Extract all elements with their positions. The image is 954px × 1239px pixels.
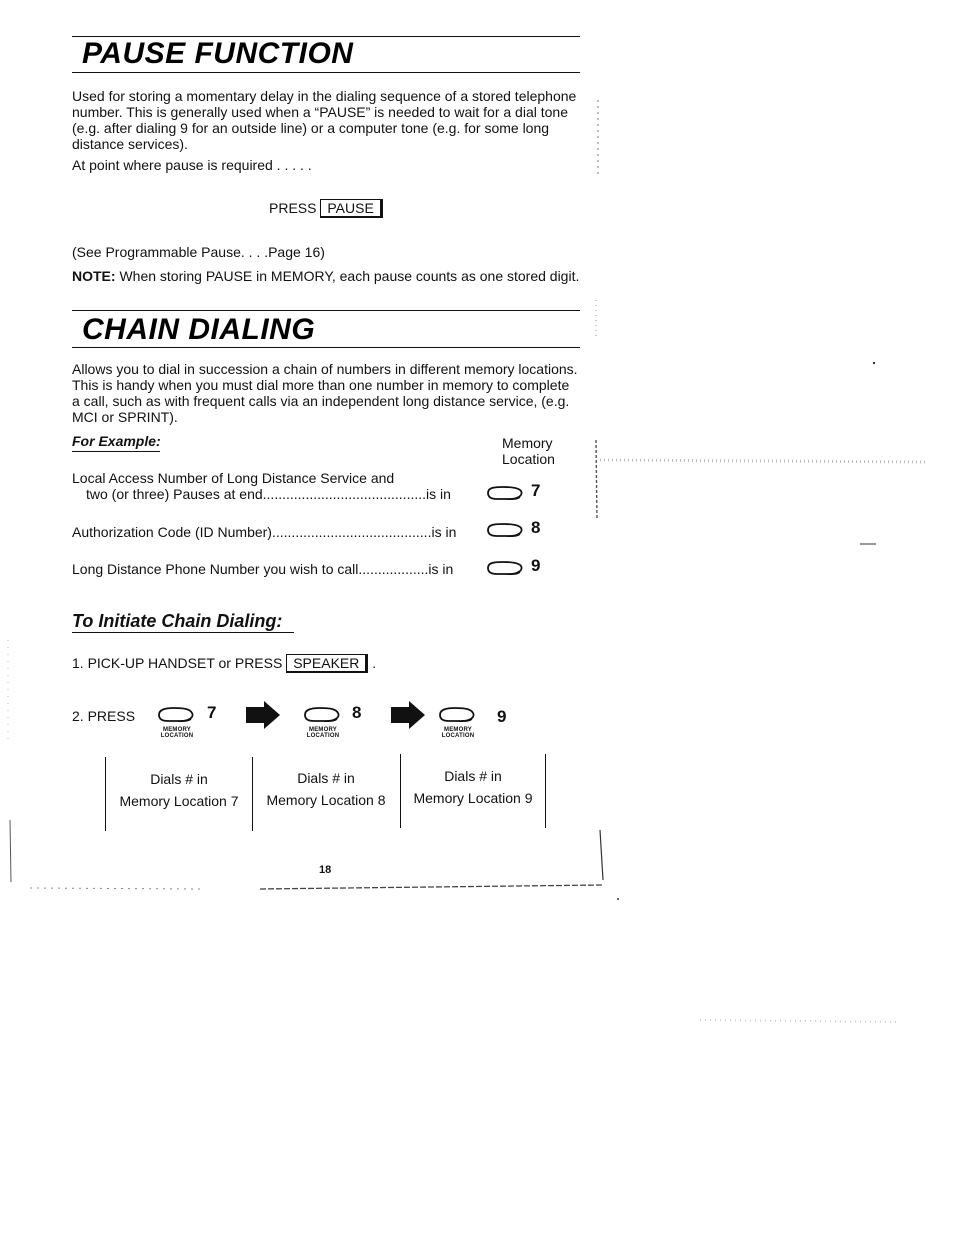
memory-location-number: 7 [531,481,541,500]
chain-description-line: MCI or SPRINT). [72,409,178,425]
memory-column-header: Memory [502,435,553,451]
initiate-chain-dialing-title: To Initiate Chain Dialing: [72,611,283,631]
example-item-text: Authorization Code (ID Number) [72,524,272,540]
note-text: When storing PAUSE in MEMORY, each pause counts as one stored digit. [119,268,580,284]
pause-function-title: PAUSE FUNCTION [82,37,354,70]
sequence-number: 9 [497,707,507,726]
press-label: PRESS [269,200,317,216]
chain-description-line: This is handy when you must dial more than one number in memory to complete [72,377,570,393]
memory-label-line: MEMORY [309,727,337,733]
is-in-text: is in [428,561,454,577]
pause-description-line: distance services). [72,136,188,152]
note-label: NOTE: [72,268,116,284]
memory-label-line: MEMORY [444,727,472,733]
leader-dots: .................. [358,561,429,577]
result-cell-line: Dials # in [444,768,502,784]
see-programmable-pause: (See Programmable Pause. . . .Page 16) [72,244,325,260]
result-cell-line: Memory Location 7 [119,793,239,809]
result-cell-line: Memory Location 8 [266,792,386,808]
sequence-number: 7 [207,703,217,722]
step-2-label: 2. PRESS [72,708,136,724]
memory-label-line: MEMORY [163,727,191,733]
pause-description-line: number. This is generally used when a “PAUSE” is needed to wait for a dial tone [72,104,568,120]
leader-dots: .......................................... [262,486,427,502]
step-1-end: . [372,655,377,671]
pause-key: PAUSE [320,199,382,218]
memory-location-number: 8 [531,518,541,537]
is-in-text: is in [431,524,457,540]
for-example-label: For Example: [72,433,161,449]
location-label-line: LOCATION [441,733,475,739]
page-number: 18 [319,864,332,876]
is-in-text: is in [426,486,451,502]
result-cell-line: Dials # in [297,770,355,786]
sequence-number: 8 [352,703,362,722]
leader-dots: ......................................... [271,524,432,540]
location-column-header: Location [502,451,555,467]
chain-dialing-title: CHAIN DIALING [82,313,316,346]
result-cell-line: Memory Location 9 [413,790,533,806]
pause-description-line: Used for storing a momentary delay in the dialing sequence of a stored telephone [72,88,577,104]
pause-description-line: (e.g. after dialing 9 for an outside line) or a computer tone (e.g. for some long [72,120,550,136]
example-item-text: Long Distance Phone Number you wish to call [72,561,359,577]
speaker-key: SPEAKER [286,654,368,673]
location-label-line: LOCATION [160,733,194,739]
memory-location-number: 9 [531,556,541,575]
location-label-line: LOCATION [306,733,340,739]
chain-description-line: Allows you to dial in succession a chain of numbers in different memory locations. [72,361,578,377]
chain-description-line: a call, such as with frequent calls via an independent long distance service, (e.g. [72,393,570,409]
example-item-7-line1: Local Access Number of Long Distance Service and [72,470,395,486]
pause-point-text: At point where pause is required . . . . . [72,157,312,173]
step-1-label: 1. PICK-UP HANDSET or PRESS [72,655,283,671]
example-item-text: two (or three) Pauses at end [86,486,263,502]
result-cell-line: Dials # in [150,771,208,787]
